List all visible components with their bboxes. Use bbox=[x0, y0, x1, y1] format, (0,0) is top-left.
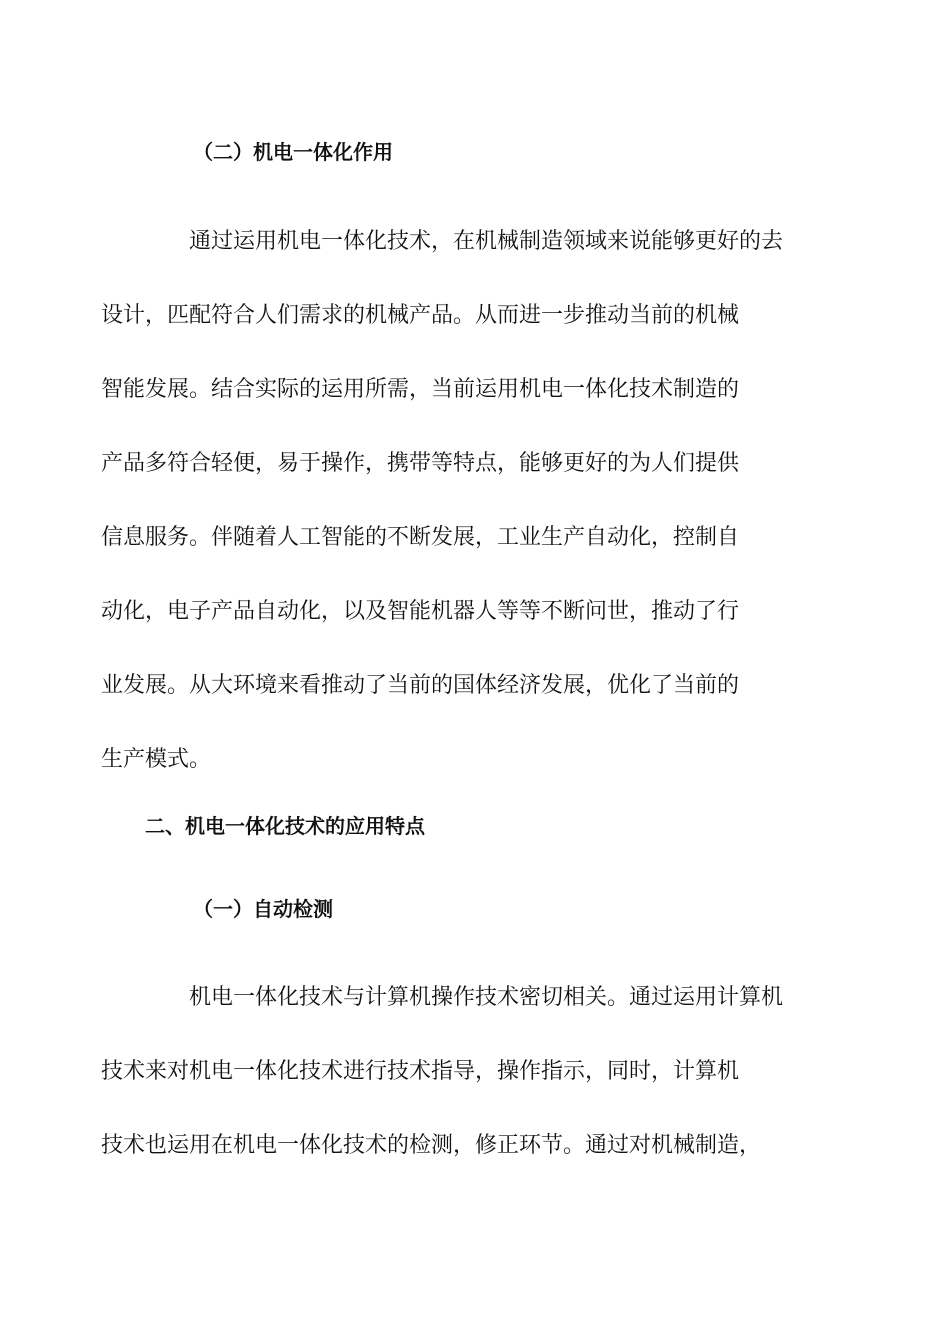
paragraph-line: 设计，匹配符合人们需求的机械产品。从而进一步推动当前的机械 bbox=[101, 303, 740, 328]
paragraph-line: 生产模式。 bbox=[101, 747, 212, 772]
paragraph-line: 动化，电子产品自动化，以及智能机器人等等不断问世，推动了行 bbox=[101, 599, 740, 624]
section-heading-auto-detection: （一）自动检测 bbox=[193, 897, 333, 921]
paragraph-mechatronics-role bbox=[101, 205, 825, 797]
paragraph-auto-detection bbox=[101, 961, 825, 1183]
paragraph-line: 机电一体化技术与计算机操作技术密切相关。通过运用计算机 bbox=[189, 985, 784, 1010]
section-heading-mechatronics-role: （二）机电一体化作用 bbox=[193, 140, 393, 164]
paragraph-line: 技术来对机电一体化技术进行技术指导，操作指示，同时，计算机 bbox=[101, 1059, 740, 1084]
paragraph-line: 技术也运用在机电一体化技术的检测，修正环节。通过对机械制造， bbox=[101, 1133, 762, 1158]
paragraph-line: 智能发展。结合实际的运用所需，当前运用机电一体化技术制造的 bbox=[101, 377, 740, 402]
paragraph-line: 产品多符合轻便，易于操作，携带等特点，能够更好的为人们提供 bbox=[101, 451, 740, 476]
paragraph-line: 信息服务。伴随着人工智能的不断发展，工业生产自动化，控制自 bbox=[101, 525, 740, 550]
paragraph-line: 业发展。从大环境来看推动了当前的国体经济发展，优化了当前的 bbox=[101, 673, 740, 698]
paragraph-line: 通过运用机电一体化技术，在机械制造领域来说能够更好的去 bbox=[189, 229, 784, 254]
chapter-heading-application-features: 二、机电一体化技术的应用特点 bbox=[145, 814, 425, 838]
